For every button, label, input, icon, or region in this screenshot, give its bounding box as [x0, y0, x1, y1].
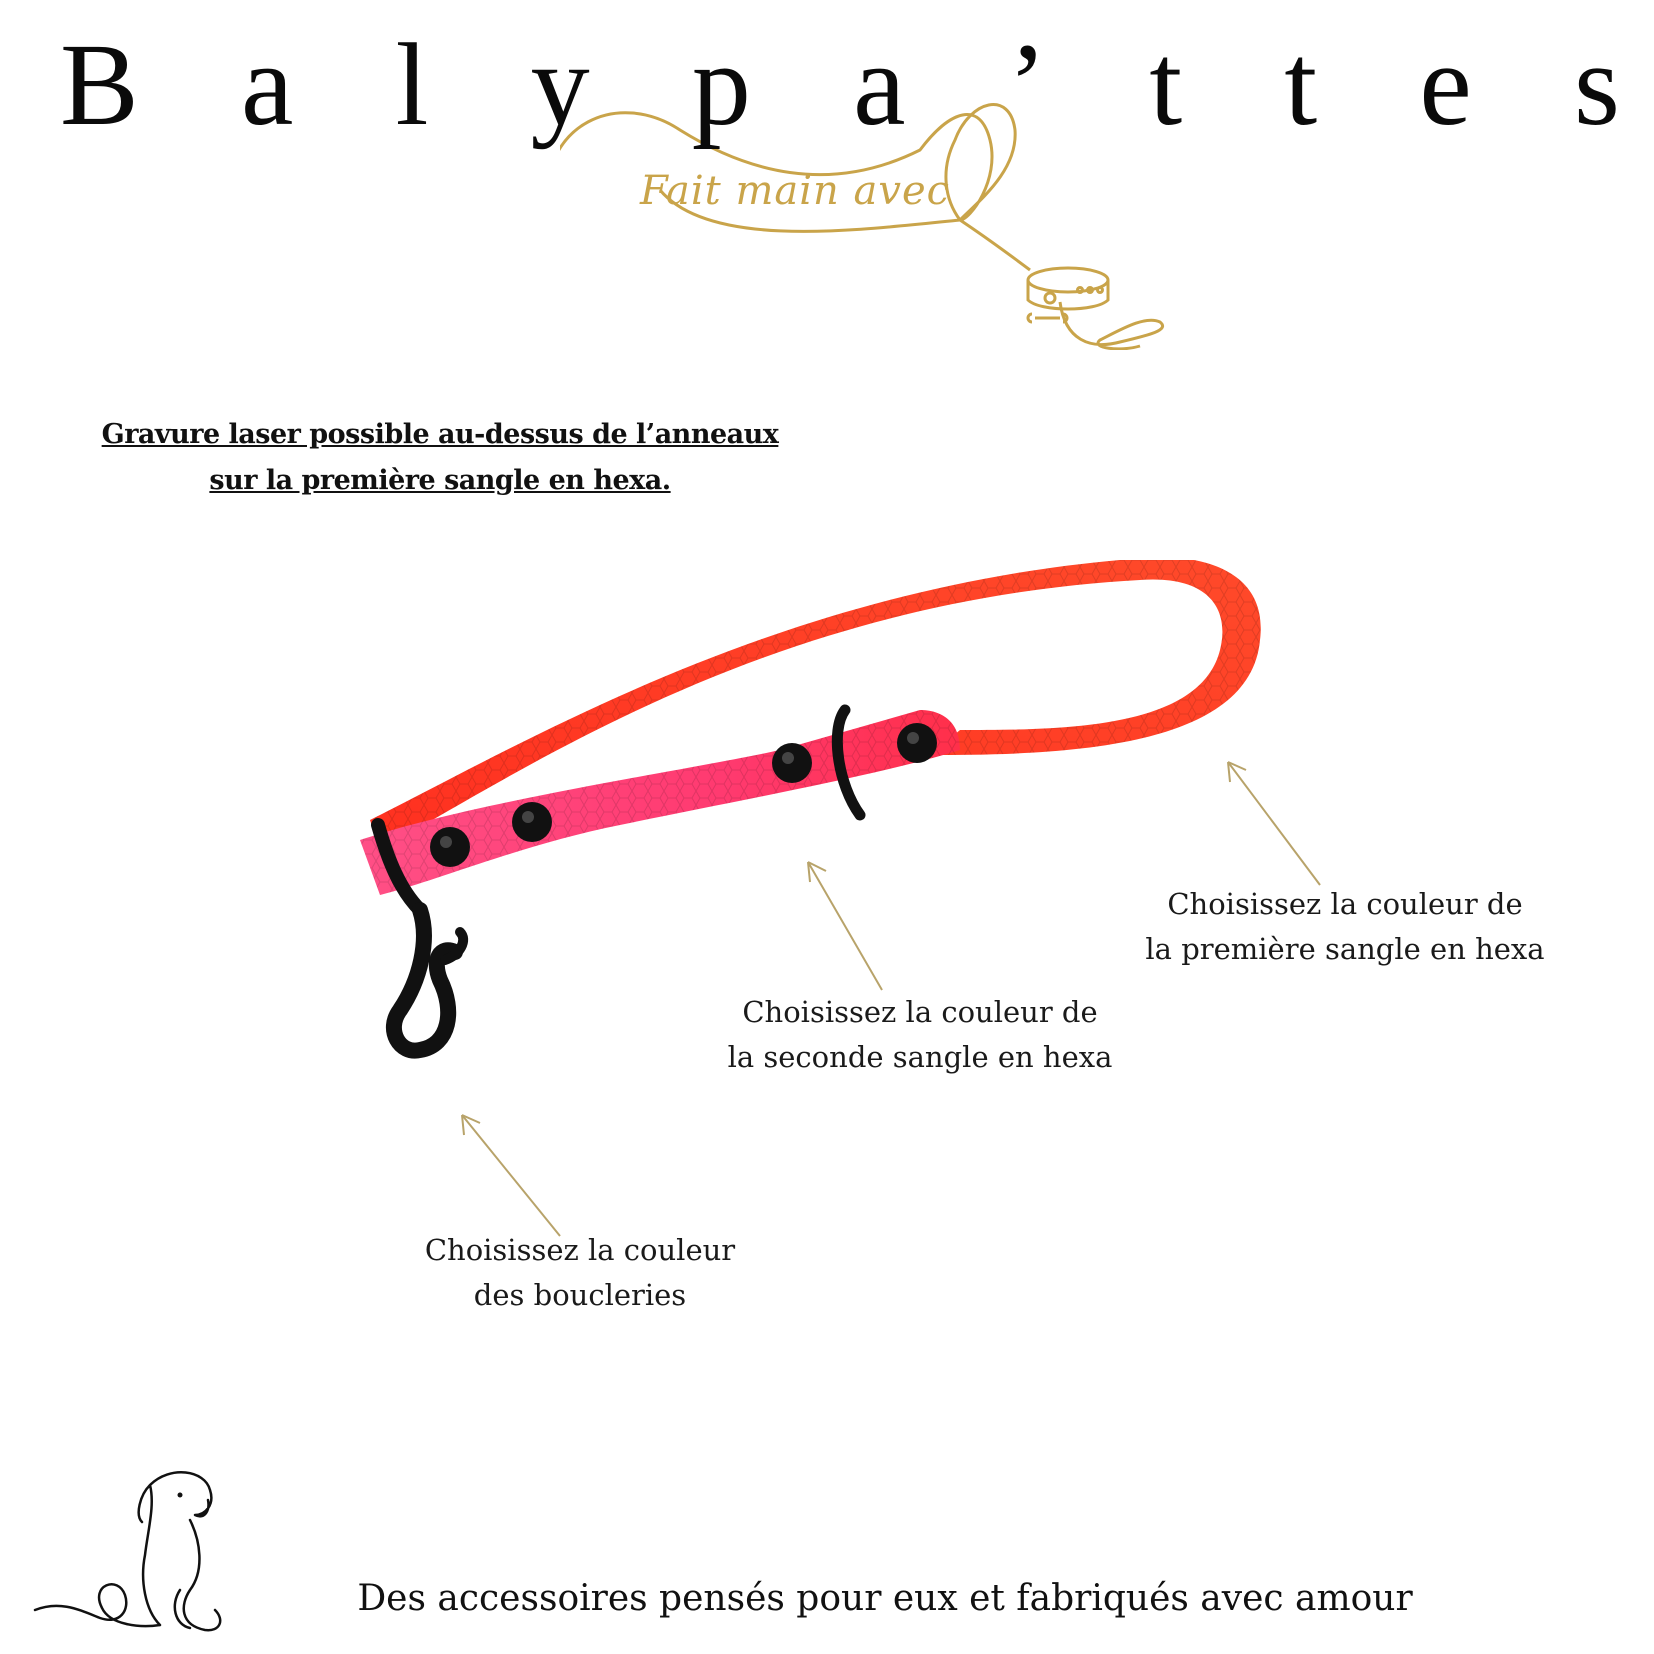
callout-line: Choisissez la couleur de	[742, 995, 1098, 1029]
callout-first-strap	[1115, 882, 1575, 972]
dog-collar-leash-icon	[1028, 268, 1163, 349]
brand-letter: ’	[1007, 19, 1048, 150]
brand-letter: y	[530, 19, 590, 150]
engraving-note	[60, 412, 820, 504]
brand-title	[60, 20, 1620, 150]
brand-letter: a	[853, 19, 906, 150]
brand-script-tagline: Fait main avec	[640, 168, 951, 214]
brand-letter: t	[1284, 19, 1318, 150]
engraving-note-line: Gravure laser possible au-dessus de l’anneaux	[101, 419, 779, 450]
callout-line: Choisissez la couleur de	[1167, 887, 1523, 921]
footer-tagline: Des accessoires pensés pour eux et fabriqués avec amour	[357, 1578, 1413, 1619]
brand-letter: e	[1419, 19, 1472, 150]
brand-letter: s	[1574, 19, 1620, 150]
callout-second-strap	[690, 990, 1150, 1080]
callout-line: des boucleries	[473, 1278, 687, 1312]
callout-line: la seconde sangle en hexa	[727, 1040, 1113, 1074]
callout-buckles	[400, 1228, 760, 1318]
brand-letter: p	[691, 19, 751, 150]
callout-line: la première sangle en hexa	[1145, 932, 1545, 966]
engraving-note-line: sur la première sangle en hexa.	[209, 465, 671, 496]
brand-letter: t	[1149, 19, 1183, 150]
brand-letter: a	[240, 19, 294, 150]
arrow-buckles	[462, 1115, 560, 1236]
dog-line-logo-icon	[30, 1460, 240, 1640]
callout-line: Choisissez la couleur	[424, 1233, 736, 1267]
brand-letter: l	[395, 19, 429, 150]
brand-letter: B	[60, 19, 139, 150]
